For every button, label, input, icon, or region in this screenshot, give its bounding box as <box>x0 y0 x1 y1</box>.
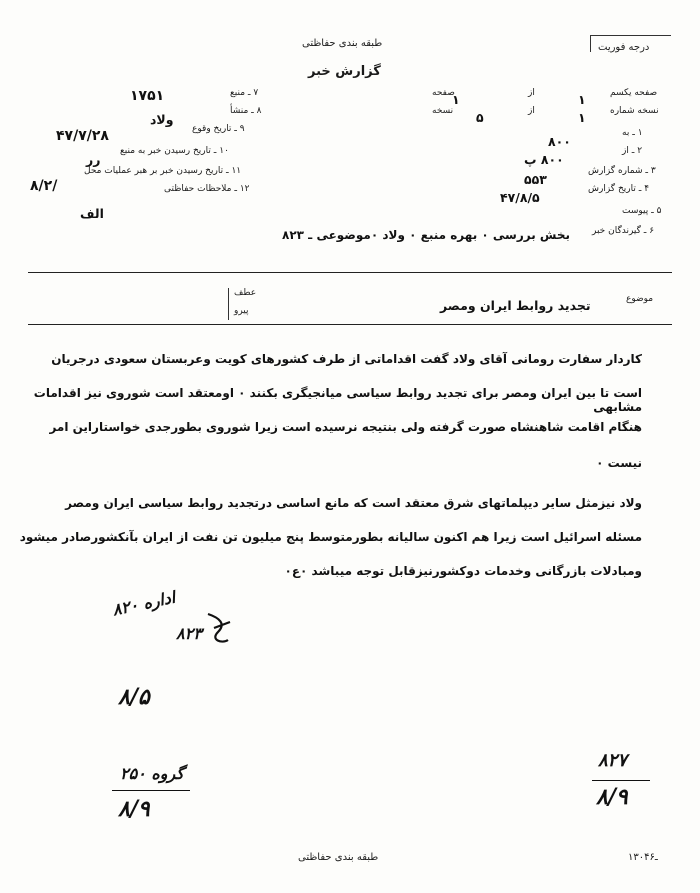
priority-label: درجه فوریت <box>598 42 650 53</box>
item-4-label: ۴ ـ تاریخ گزارش <box>588 184 650 194</box>
item-12-label: ۱۲ ـ ملاحظات حفاظتی <box>164 184 250 194</box>
body-line-5: ولاد نیزمثل سایر دیپلماتهای شرق معتقد است که مانع اساسی درتجدید روابط سیاسی ایران ومصر <box>65 496 642 510</box>
subject-value: تجدید روابط ایران ومصر <box>440 298 591 313</box>
page-total: ۱ <box>452 92 460 107</box>
copy-total: ۵ <box>476 110 484 125</box>
item-9-label: ۹ ـ تاریخ وقوع <box>192 124 245 134</box>
item-3-value: ۵۵۳ <box>524 172 547 187</box>
item-12-value: الف <box>80 206 104 221</box>
page-number-value: ۱ <box>578 92 586 107</box>
item-4-value: ۴۷/۸/۵ <box>500 190 540 205</box>
item-1-value: ۸۰۰ <box>548 134 571 149</box>
subject-bracket <box>228 288 229 320</box>
page-title: گزارش خبر <box>308 64 381 79</box>
body-line-1: کاردار سفارت رومانی آقای ولاد گفت اقداماتی از طرف کشورهای کویت وعربستان سعودی درجریان <box>51 352 642 366</box>
atf-label: عطف <box>234 288 257 298</box>
item-7-label: ۷ ـ منبع <box>230 88 259 98</box>
divider-subject <box>28 324 672 325</box>
az-label-1: از <box>528 88 535 98</box>
bottom-right-underline <box>592 780 650 781</box>
item-7-value: ۱۷۵۱ <box>130 88 165 104</box>
item-2-value: ۸۰۰ پ <box>524 152 564 167</box>
gorooh-underline <box>112 790 190 791</box>
divider-top <box>28 272 672 273</box>
body-line-4: نیست ۰ <box>596 456 642 470</box>
classification-top: طبقه بندی حفاظتی <box>302 38 383 49</box>
handwritten-date-bottom-right: ۸/۹ <box>596 784 628 810</box>
copy-number-value: ۱ <box>578 110 586 125</box>
handwritten-signature <box>200 610 236 657</box>
form-number: ۱۳۰ـ۴۶ <box>628 852 658 863</box>
item-6-label: ۶ ـ گیرندگان خبر <box>592 226 655 236</box>
handwritten-date-bottom-left: ۸/۹ <box>118 796 150 822</box>
item-8-label: ۸ ـ منشأ <box>230 106 262 116</box>
body-line-7: ومبادلات بازرگانی وخدمات دوکشورنیزقابل توجه میباشد ۰ع۰ <box>284 564 642 578</box>
priority-bracket <box>590 35 671 52</box>
handwritten-gorooh: گروه ۲۵۰ <box>120 764 184 783</box>
page-copy-label: صفحه یکسم <box>610 88 658 98</box>
item-3-label: ۳ ـ شماره گزارش <box>588 166 656 176</box>
item-11-label: ۱۱ ـ تاریخ رسیدن خبر بر هبر عملیات محل <box>84 166 242 176</box>
body-line-6: مسئله اسرائیل است زیرا هم اکنون سالیانه بطورمتوسط پنج میلیون تن نفت از ایران بآنکشورصادر میشود <box>19 530 642 544</box>
item-8-value: ولاد <box>150 112 174 127</box>
handwritten-num-bottom-right: ۸۲۷ <box>598 750 628 771</box>
pairo-label: پیرو <box>234 306 249 316</box>
classification-bottom: طبقه بندی حفاظتی <box>298 852 379 863</box>
copy-number-label: نسخه شماره <box>610 106 659 116</box>
signature-mark <box>200 610 236 650</box>
body-line-2: است تا بین ایران ومصر برای تجدید روابط سیاسی میانجیگری بکنند ۰ اومعتقد است شوروی نیز اقدامات مشابهی <box>33 386 642 414</box>
page-word: صفحه <box>432 88 455 98</box>
copy-word: نسخه <box>432 106 454 116</box>
subject-label: موضوع <box>626 294 654 304</box>
item-2-label: ۲ ـ از <box>622 146 643 156</box>
item-10-label: ۱۰ ـ تاریخ رسیدن خبر به منبع <box>120 146 229 156</box>
handwritten-edare: اداره ۸۲۰ <box>110 587 177 620</box>
handwritten-ref-number: ۸۲۳ <box>176 624 202 643</box>
az-label-2: از <box>528 106 535 116</box>
item-9-value: ۴۷/۷/۲۸ <box>56 128 109 144</box>
item-1-label: ۱ ـ به <box>622 128 643 138</box>
item-5-label: ۵ ـ پیوست <box>622 206 662 216</box>
item-10-value: رر <box>86 152 101 167</box>
handwritten-date-mid: ۸/۵ <box>118 684 150 710</box>
item-6-value: بخش بررسی ۰ بهره منبع ۰ ولاد ۰موضوعی ـ ۸۲۳ <box>282 228 570 242</box>
item-11-value: ۸/۲/ <box>30 178 58 194</box>
body-line-3: هنگام اقامت شاهنشاه صورت گرفته ولی بنتیجه نرسیده است زیرا شوروی بطورجدی خواستاراین امر <box>49 420 642 434</box>
